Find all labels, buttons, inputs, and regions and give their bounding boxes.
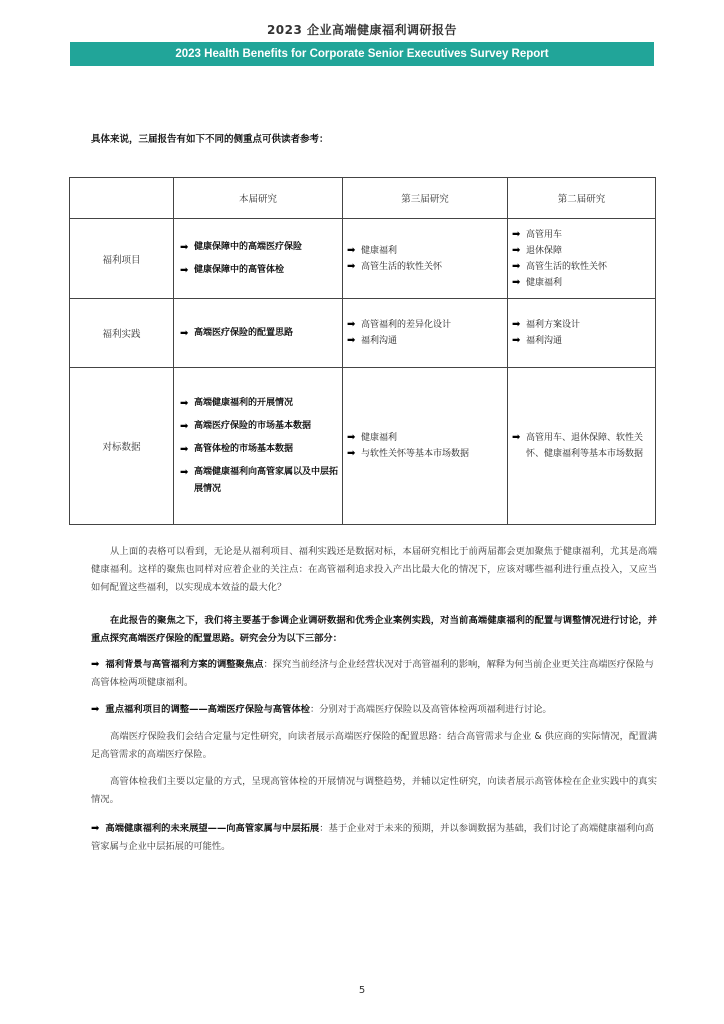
- list-item: ➡ 高管福利的差异化设计: [347, 317, 505, 333]
- list-item: ➡ 福利沟通: [347, 333, 505, 349]
- table-header-third: 第三届研究: [343, 178, 508, 219]
- list-item: ➡ 健康保障中的高端医疗保险: [180, 239, 340, 256]
- arrow-icon: ➡: [347, 335, 356, 346]
- list-item: ➡ 与软性关怀等基本市场数据: [347, 446, 505, 462]
- table-row-benefit-items: [70, 219, 656, 299]
- bullet-text: ：分别对于高端医疗保险以及高管体检两项福利进行讨论。: [309, 704, 552, 715]
- list-item: ➡ 高管用车: [512, 227, 653, 243]
- report-title-cn: 2023 企业高端健康福利调研报告: [266, 23, 458, 37]
- cell-third: [343, 368, 508, 525]
- page-number: 5: [358, 985, 366, 996]
- arrow-icon: ➡: [512, 244, 521, 256]
- arrow-icon: ➡: [91, 823, 100, 834]
- arrow-icon: ➡: [512, 335, 521, 346]
- arrow-icon: ➡: [512, 432, 521, 443]
- list-item: ➡ 高端健康福利向高管家属以及中层拓展情况: [180, 464, 340, 498]
- arrow-icon: ➡: [512, 228, 521, 240]
- table-row-benchmark-data: [70, 368, 656, 525]
- arrow-icon: ➡: [512, 260, 521, 272]
- arrow-icon: ➡: [180, 397, 189, 409]
- list-item: ➡ 健康保障中的高管体检: [180, 262, 340, 279]
- arrow-icon: ➡: [180, 420, 189, 432]
- bullet-text: ：探究当前经济与企业经营状况对于高管福利的影响，解释为何当前企业更关注高端医疗保险与高管体检两项健康福利。: [91, 659, 654, 688]
- list-item: ➡ 健康福利: [347, 243, 505, 259]
- arrow-icon: ➡: [180, 241, 189, 253]
- arrow-icon: ➡: [180, 327, 189, 339]
- list-item: ➡ 高端医疗保险的市场基本数据: [180, 418, 340, 435]
- cell-third: [343, 219, 508, 299]
- table-header-second: 第二届研究: [508, 178, 656, 219]
- list-item: ➡ 高端医疗保险的配置思路: [180, 325, 340, 342]
- row-label: 福利项目: [70, 219, 174, 299]
- list-item: ➡ 福利方案设计: [512, 317, 653, 333]
- list-item: ➡ 福利沟通: [512, 333, 653, 349]
- arrow-icon: ➡: [347, 432, 356, 443]
- paragraph-summary: 从上面的表格可以看到，无论是从福利项目、福利实践还是数据对标，本届研究相比于前两届都会更加聚焦于健康福利，尤其是高端健康福利。这样的聚焦也同样对应着企业的关注点：在高管福利追求投入产出比最大化的情况下，应该对哪些福利进行重点投入，又应当如何配置这些福利，以实现成本效益的最大化？: [91, 546, 657, 593]
- cell-current: [174, 299, 343, 368]
- table-row-benefit-practice: [70, 299, 656, 368]
- bullet-future-outlook: [91, 820, 657, 856]
- table-header-empty: [70, 178, 174, 219]
- table-header-current: 本届研究: [174, 178, 343, 219]
- paragraph-medical-insurance: 高端医疗保险我们会结合定量与定性研究，向读者展示高端医疗保险的配置思路：结合高管需求与企业 & 供应商的实际情况，配置满足高管需求的高端医疗保险。: [91, 731, 657, 760]
- bullet-key-items: [91, 701, 657, 719]
- list-item: ➡ 健康福利: [347, 430, 505, 446]
- arrow-icon: ➡: [347, 319, 356, 330]
- list-item: ➡ 高管生活的软性关怀: [512, 259, 653, 275]
- row-label: 对标数据: [70, 368, 174, 525]
- bullet-background: [91, 656, 657, 692]
- list-item: ➡ 高管体检的市场基本数据: [180, 441, 340, 458]
- list-item: ➡ 退休保障: [512, 243, 653, 259]
- cell-third: [343, 299, 508, 368]
- bullet-heading: 高端健康福利的未来展望——向高管家属与中层拓展: [105, 823, 320, 834]
- arrow-icon: ➡: [180, 264, 189, 276]
- arrow-icon: ➡: [347, 244, 356, 256]
- paragraph-executive-checkup: 高管体检我们主要以定量的方式，呈现高管体检的开展情况与调整趋势，并辅以定性研究，向读者展示高管体检在企业实践中的真实情况。: [91, 776, 657, 805]
- arrow-icon: ➡: [512, 276, 521, 288]
- cell-current: [174, 219, 343, 299]
- list-item: ➡ 高管用车、退休保障、软性关怀、健康福利等基本市场数据: [512, 432, 644, 459]
- arrow-icon: ➡: [180, 466, 189, 478]
- arrow-icon: ➡: [347, 260, 356, 272]
- bullet-heading: 重点福利项目的调整——高端医疗保险与高管体检: [105, 704, 310, 715]
- cell-second: [508, 219, 656, 299]
- arrow-icon: ➡: [91, 659, 100, 670]
- arrow-icon: ➡: [512, 319, 521, 330]
- arrow-icon: ➡: [347, 448, 356, 459]
- bullet-heading: 福利背景与高管福利方案的调整聚焦点: [105, 659, 264, 670]
- cell-second: [508, 299, 656, 368]
- cell-second: [508, 368, 656, 525]
- list-item: ➡ 高端健康福利的开展情况: [180, 395, 340, 412]
- intro-text: 具体来说，三届报告有如下不同的侧重点可供读者参考：: [91, 134, 329, 145]
- comparison-table: [69, 177, 656, 525]
- cell-current: [174, 368, 343, 525]
- arrow-icon: ➡: [91, 704, 100, 715]
- arrow-icon: ➡: [180, 443, 189, 455]
- row-label: 福利实践: [70, 299, 174, 368]
- list-item: ➡ 健康福利: [512, 275, 653, 291]
- list-item: ➡ 高管生活的软性关怀: [347, 259, 505, 275]
- bullet-text: ：基于企业对于未来的预期，并以参调数据为基础，我们讨论了高端健康福利向高管家属与企业中层拓展的可能性。: [91, 823, 654, 852]
- paragraph-focus: 在此报告的聚焦之下，我们将主要基于参调企业调研数据和优秀企业案例实践，对当前高端健康福利的配置与调整情况进行讨论，并重点探究高端医疗保险的配置思路。研究会分为以下三部分：: [91, 615, 657, 644]
- table-header-row: [70, 178, 656, 219]
- report-title-en-banner: 2023 Health Benefits for Corporate Senior Executives Survey Report: [70, 42, 654, 66]
